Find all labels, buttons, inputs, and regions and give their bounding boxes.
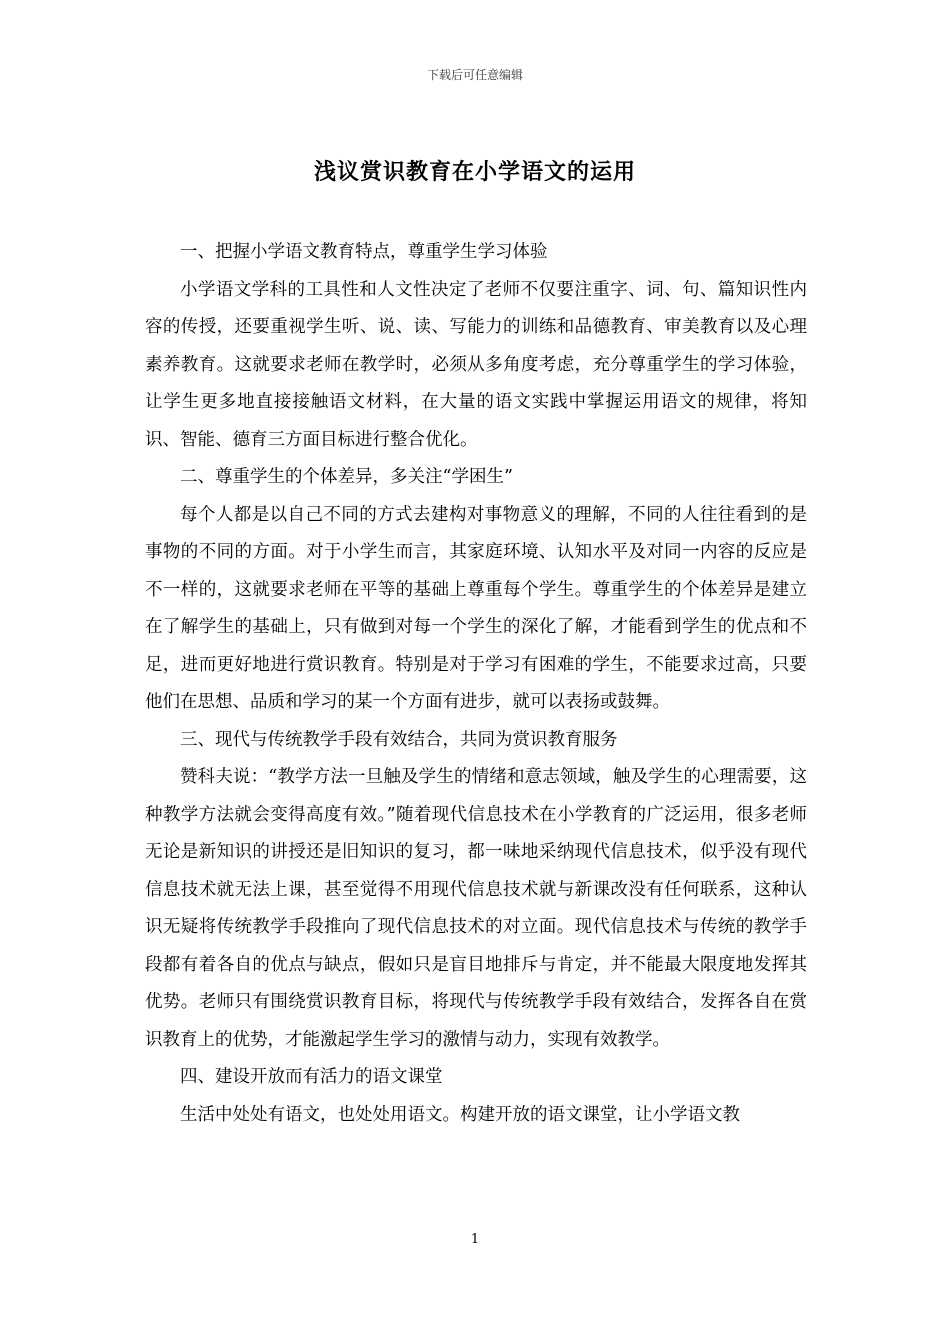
section-paragraph-3: 赞科夫说：“教学方法一旦触及学生的情绪和意志领域，触及学生的心理需要，这种教学方法就会变得高度有效。”随着现代信息技术在小学教育的广泛运用，很多老师无论是新知识的讲授还是旧知识的复习，都一味地采纳现代信息技术，似乎没有现代信息技术就无法上课，甚至觉得不用现代信息技术就与新课改没有任何联系，这种认识无疑将传统教学手段推向了现代信息技术的对立面。现代信息技术与传统的教学手段都有着各自的优点与缺点，假如只是盲目地排斥与肯定，并不能最大限度地发挥其优势。老师只有围绕赏识教育目标，将现代与传统教学手段有效结合，发挥各自在赏识教育上的优势，才能激起学生学习的激情与动力，实现有效教学。 [145, 767, 807, 1050]
page-header-note: 下载后可任意编辑 [426, 68, 523, 82]
section-paragraph-1: 小学语文学科的工具性和人文性决定了老师不仅要注重字、词、句、篇知识性内容的传授，还要重视学生听、说、读、写能力的训练和品德教育、审美教育以及心理素养教育。这就要求老师在教学时，必须从多角度考虑，充分尊重学生的学习体验，让学生更多地直接接触语文材料，在大量的语文实践中掌握运用语文的规律，将知识、智能、德育三方面目标进行整合优化。 [145, 279, 807, 450]
section-paragraph-2: 每个人都是以自己不同的方式去建构对事物意义的理解，不同的人往往看到的是事物的不同的方面。对于小学生而言，其家庭环境、认知水平及对同一内容的反应是不一样的，这就要求老师在平等的基础上尊重每个学生。尊重学生的个体差异是建立在了解学生的基础上，只有做到对每一个学生的深化了解，才能看到学生的优点和不足，进而更好地进行赏识教育。特别是对于学习有困难的学生，不能要求过高，只要他们在思想、品质和学习的某一个方面有进步，就可以表扬或鼓舞。 [145, 504, 807, 712]
section-heading-2: 二、尊重学生的个体差异，多关注“学困生” [180, 467, 513, 487]
document-body [145, 234, 807, 1134]
section-heading-3: 三、现代与传统教学手段有效结合，共同为赏识教育服务 [180, 729, 618, 750]
document-title: 浅议赏识教育在小学语文的运用 [313, 159, 636, 185]
page-number: 1 [470, 1232, 480, 1247]
section-heading-4: 四、建设开放而有活力的语文课堂 [180, 1067, 443, 1087]
section-paragraph-4: 生活中处处有语文，也处处用语文。构建开放的语文课堂，让小学语文教 [180, 1104, 740, 1125]
section-heading-1: 一、把握小学语文教育特点，尊重学生学习体验 [180, 242, 548, 262]
